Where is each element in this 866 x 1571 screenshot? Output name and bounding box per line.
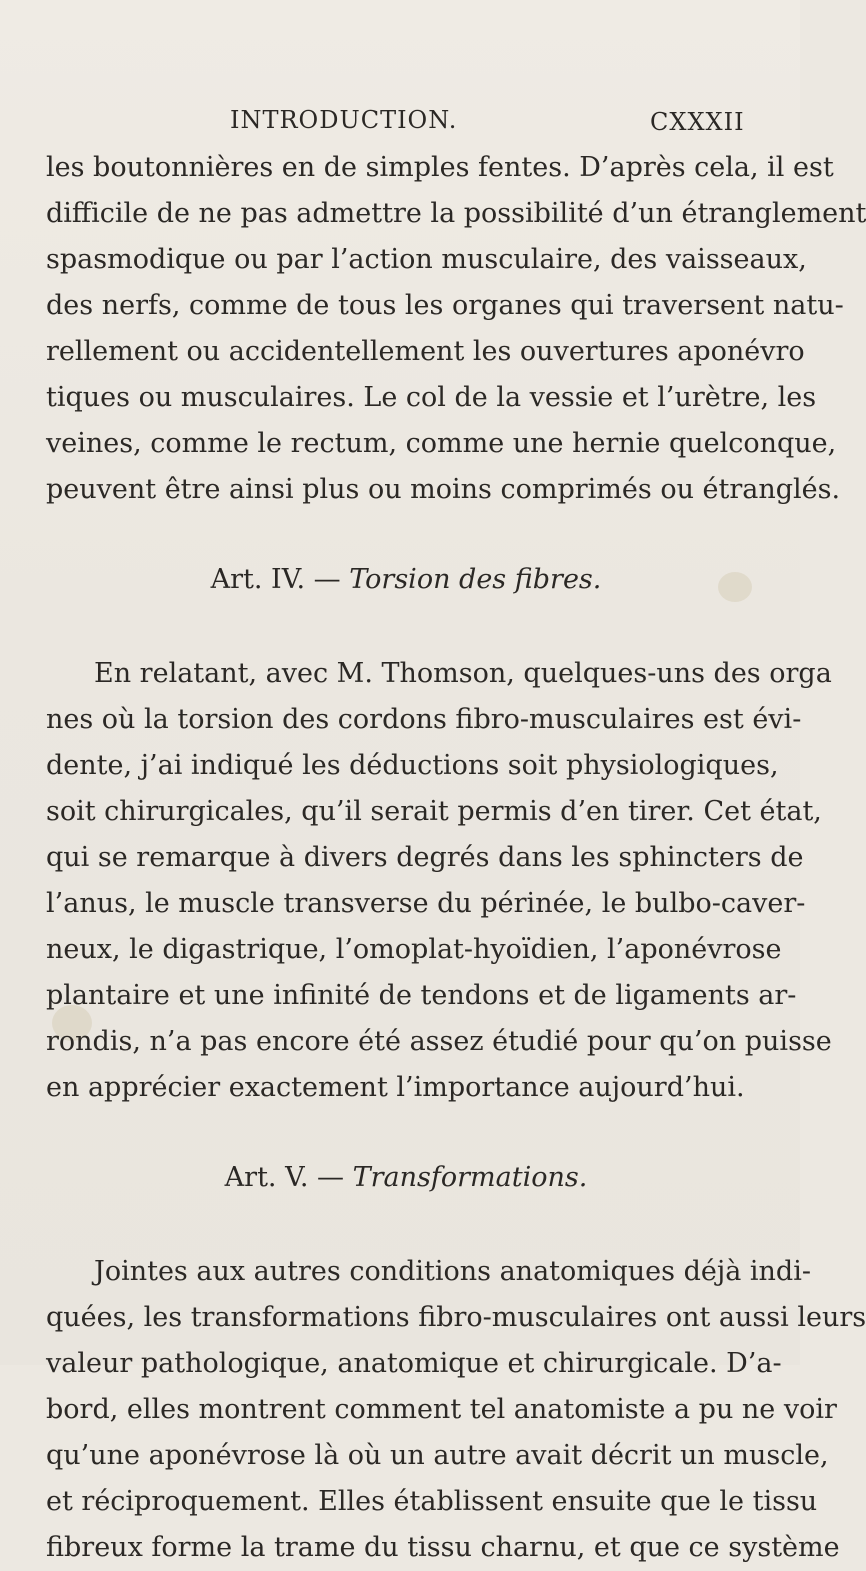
text-line: des nerfs, comme de tous les organes qui traversent natu- — [46, 290, 844, 321]
text-line: rellement ou accidentellement les ouvertures aponévro — [46, 336, 805, 367]
text-line: fibreux forme la trame du tissu charnu, et que ce système — [46, 1532, 840, 1563]
text-line: veines, comme le rectum, comme une hernie quelconque, — [46, 428, 837, 459]
text-line: En relatant, avec M. Thomson, quelques-uns des orga — [94, 658, 832, 689]
text-line: valeur pathologique, anatomique et chirurgicale. D’a- — [46, 1348, 782, 1379]
text-line: qui se remarque à divers degrés dans les sphincters de — [46, 842, 804, 873]
text-line: Jointes aux autres conditions anatomiques déjà indi- — [94, 1256, 811, 1287]
text-line: nes où la torsion des cordons fibro-musculaires est évi- — [46, 704, 802, 735]
text-line: dente, j’ai indiqué les déductions soit physiologiques, — [46, 750, 779, 781]
section-number: Art. V. — — [224, 1162, 353, 1193]
text-line: plantaire et une infinité de tendons et de ligaments ar- — [46, 980, 797, 1011]
section-title: Torsion des fibres. — [349, 564, 602, 595]
section-heading-art-v — [46, 1155, 766, 1201]
text-line: quées, les transformations fibro-musculaires ont aussi leurs — [46, 1302, 866, 1333]
paragraph-2 — [46, 651, 832, 1111]
section-title: Transformations. — [352, 1162, 588, 1193]
text-line: soit chirurgicales, qu’il serait permis d’en tirer. Cet état, — [46, 796, 822, 827]
paragraph-3 — [46, 1249, 866, 1571]
text-line: et réciproquement. Elles établissent ensuite que le tissu — [46, 1486, 818, 1517]
text-line: neux, le digastrique, l’omoplat-hyoïdien, l’aponévrose — [46, 934, 782, 965]
text-line: bord, elles montrent comment tel anatomiste a pu ne voir — [46, 1394, 837, 1425]
text-line: rondis, n’a pas encore été assez étudié pour qu’on puisse — [46, 1026, 832, 1057]
text-line: qu’une aponévrose là où un autre avait décrit un muscle, — [46, 1440, 829, 1471]
text-line: l’anus, le muscle transverse du périnée, le bulbo-caver- — [46, 888, 806, 919]
page-header — [0, 106, 800, 146]
running-title: INTRODUCTION. — [230, 106, 458, 134]
text-line: spasmodique ou par l’action musculaire, des vaisseaux, — [46, 244, 807, 275]
text-line: les boutonnières en de simples fentes. D’après cela, il est — [46, 152, 834, 183]
section-number: Art. IV. — — [210, 564, 350, 595]
text-line: tiques ou musculaires. Le col de la vessie et l’urètre, les — [46, 382, 817, 413]
text-line: difficile de ne pas admettre la possibilité d’un étranglement — [46, 198, 866, 229]
text-line: en apprécier exactement l’importance aujourd’hui. — [46, 1072, 745, 1103]
page-number: CXXXII — [650, 108, 745, 136]
section-heading-art-iv — [46, 557, 766, 603]
body-text — [46, 145, 866, 1571]
paragraph-1 — [46, 145, 866, 513]
text-line: peuvent être ainsi plus ou moins comprimés ou étranglés. — [46, 474, 841, 505]
